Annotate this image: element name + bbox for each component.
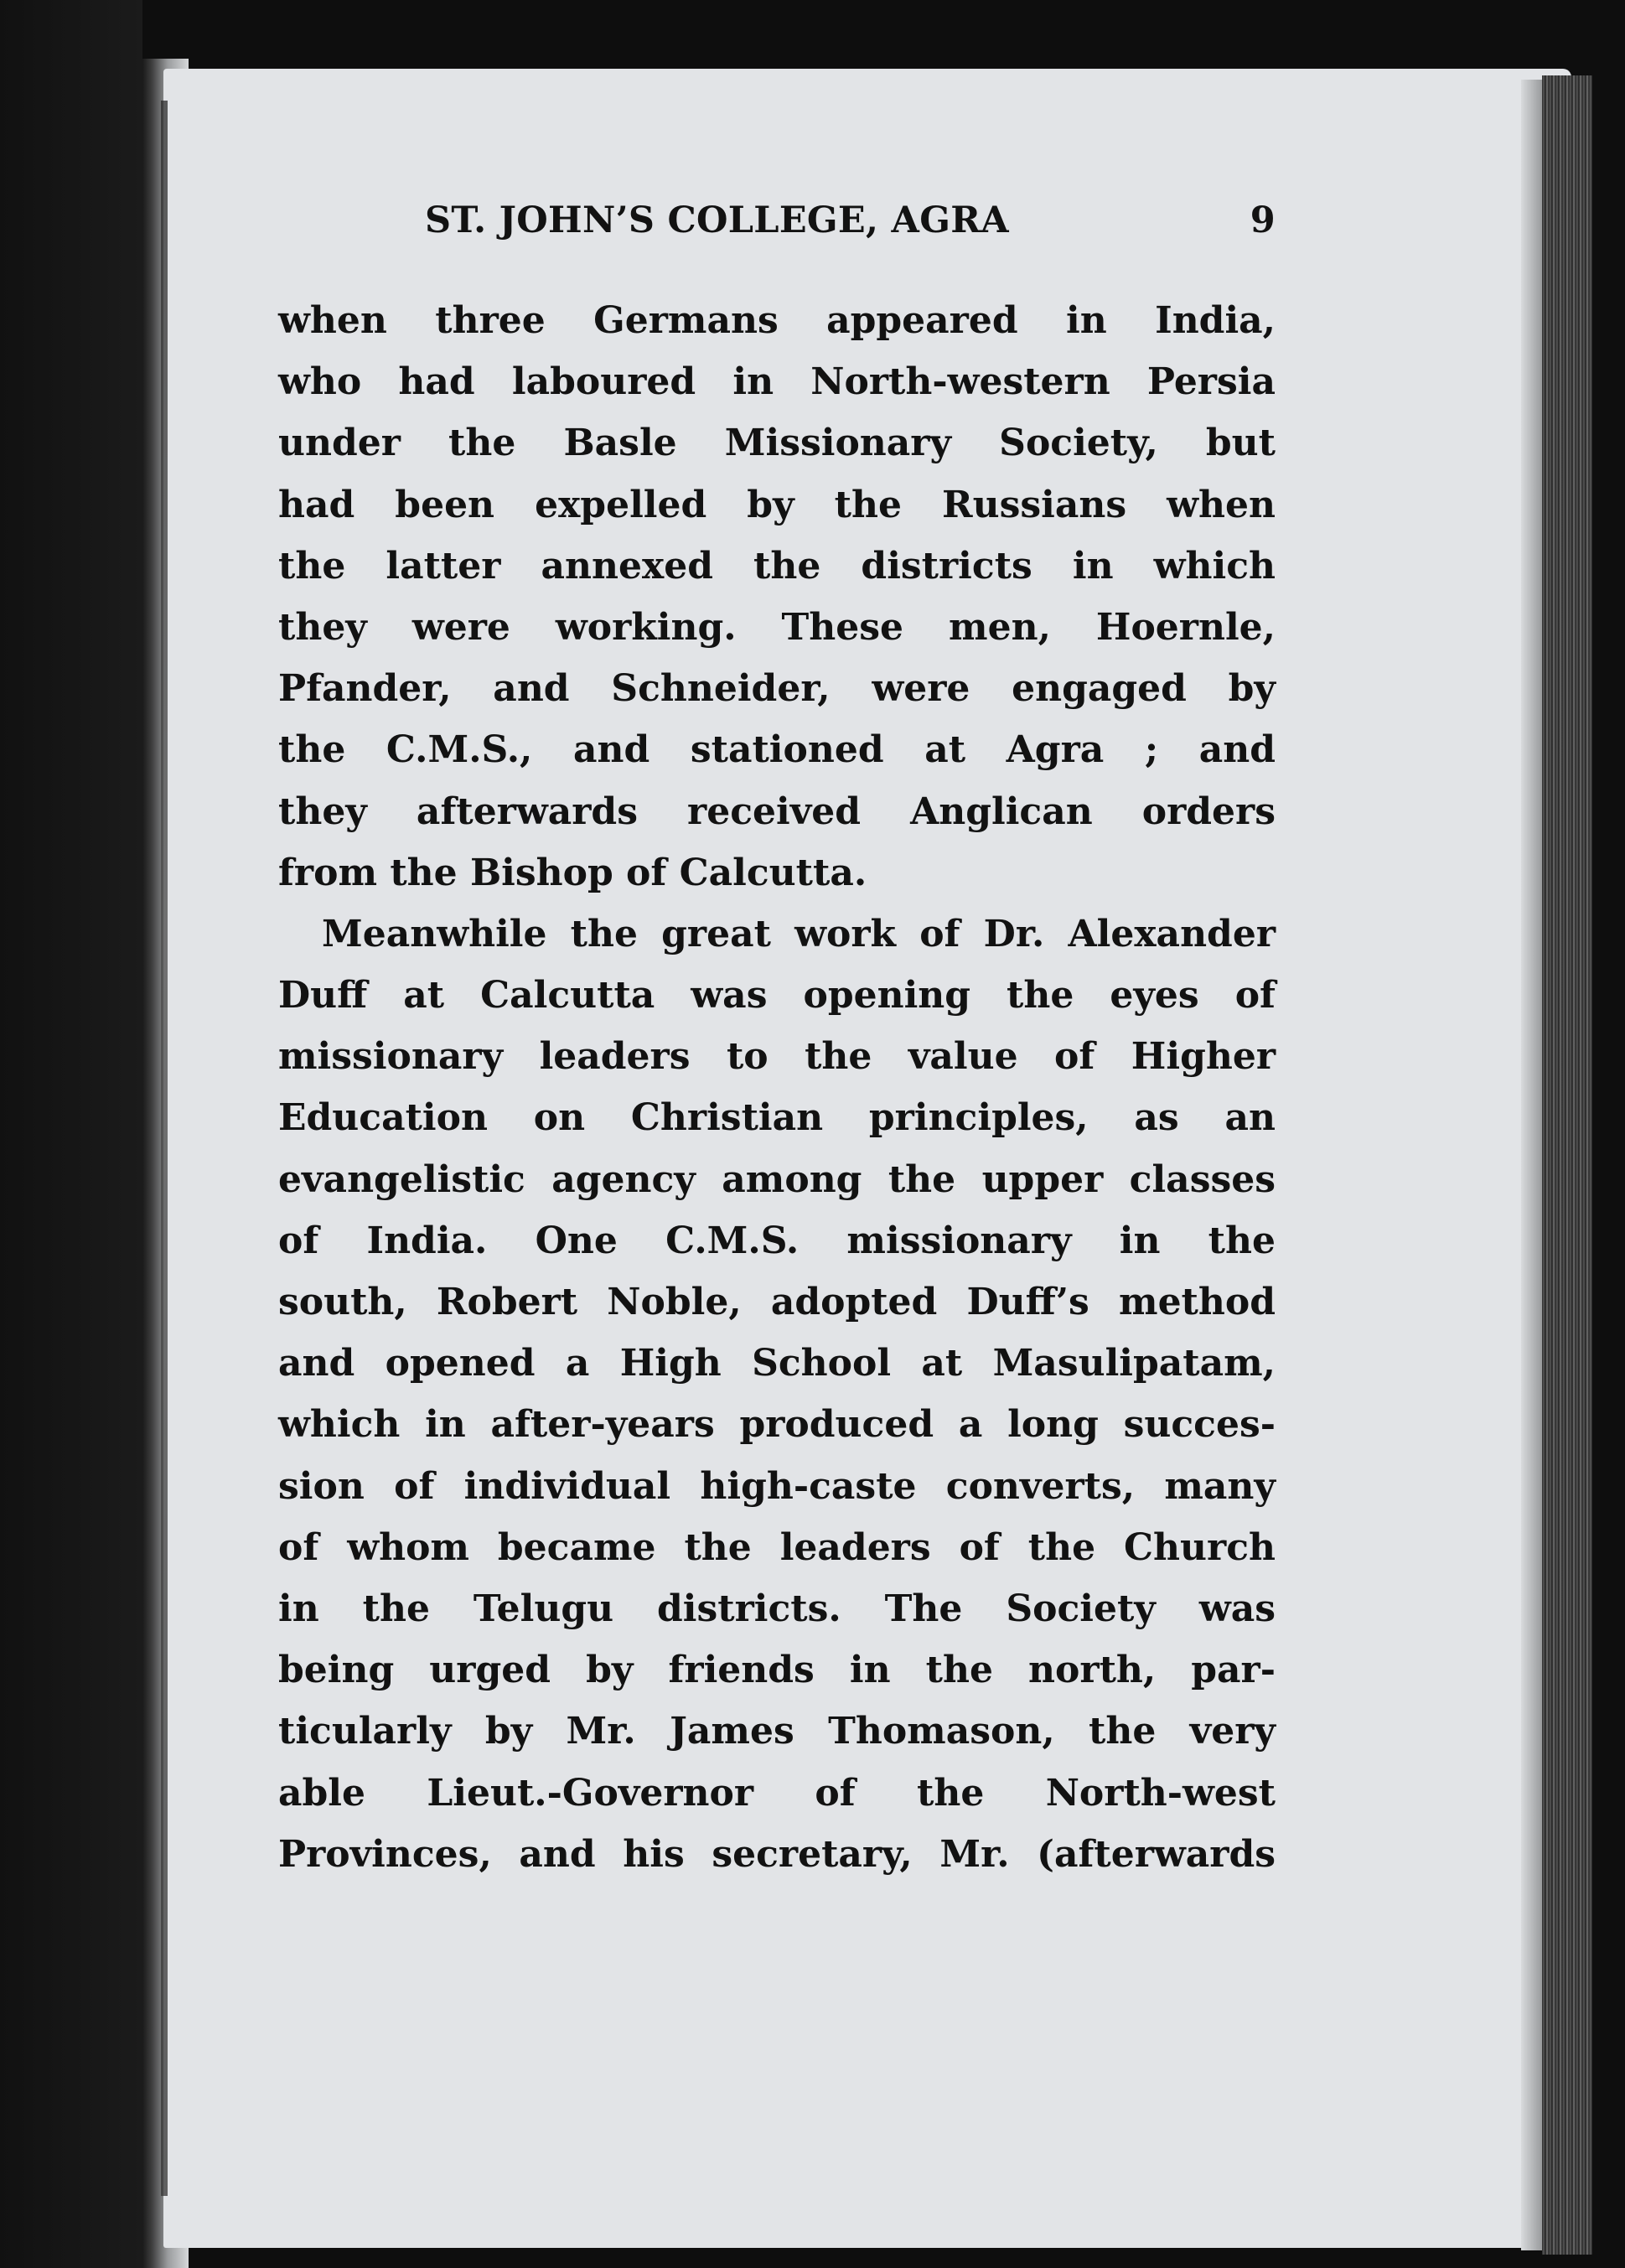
text-line: had been expelled by the Russians when (278, 483, 1276, 526)
left-dark-margin (0, 0, 142, 2268)
text-line: being urged by friends in the north, par- (278, 1649, 1276, 1692)
text-line: when three Germans appeared in India, (278, 299, 1276, 342)
paragraph (278, 290, 1276, 904)
text-line: the latter annexed the districts in which (278, 544, 1276, 588)
text-line: able Lieut.-Governor of the North-west (278, 1771, 1276, 1815)
text-line: who had laboured in North-western Persia (278, 360, 1276, 404)
page-content (278, 199, 1276, 1885)
text-line: which in after-years produced a long succes- (278, 1403, 1276, 1447)
text-line: in the Telugu districts. The Society was (278, 1587, 1276, 1630)
running-head (425, 199, 1276, 265)
paragraph (278, 904, 1276, 1885)
text-line: sion of individual high-caste converts, many (278, 1464, 1276, 1508)
text-line: they afterwards received Anglican orders (278, 790, 1276, 833)
text-line: under the Basle Missionary Society, but (278, 422, 1276, 465)
text-line: Meanwhile the great work of Dr. Alexander (322, 912, 1276, 955)
gutter-line (161, 101, 168, 2196)
text-line: Pfander, and Schneider, were engaged by (278, 667, 1276, 711)
text-line: of India. One C.M.S. missionary in the (278, 1219, 1276, 1262)
text-line: ticularly by Mr. James Thomason, the very (278, 1710, 1276, 1753)
page-stack-edges (1542, 75, 1592, 2255)
text-line: evangelistic agency among the upper classes (278, 1157, 1276, 1201)
text-line: and opened a High School at Masulipatam, (278, 1342, 1276, 1385)
text-line: the C.M.S., and stationed at Agra ; and (278, 728, 1276, 772)
text-line: Provinces, and his secretary, Mr. (afterwards (278, 1832, 1276, 1876)
text-line: missionary leaders to the value of Higher (278, 1035, 1276, 1079)
body-text (278, 290, 1276, 1885)
text-line: they were working. These men, Hoernle, (278, 605, 1276, 649)
text-line: south, Robert Noble, adopted Duff’s method (278, 1281, 1276, 1323)
running-title: ST. JOHN’S COLLEGE, AGRA (425, 199, 1009, 241)
text-line: Education on Christian principles, as an (278, 1096, 1276, 1140)
text-line: from the Bishop of Calcutta. (278, 851, 867, 894)
text-line: Duff at Calcutta was opening the eyes of (278, 974, 1276, 1017)
page-number: 9 (1250, 199, 1276, 241)
text-line: of whom became the leaders of the Church (278, 1525, 1276, 1569)
